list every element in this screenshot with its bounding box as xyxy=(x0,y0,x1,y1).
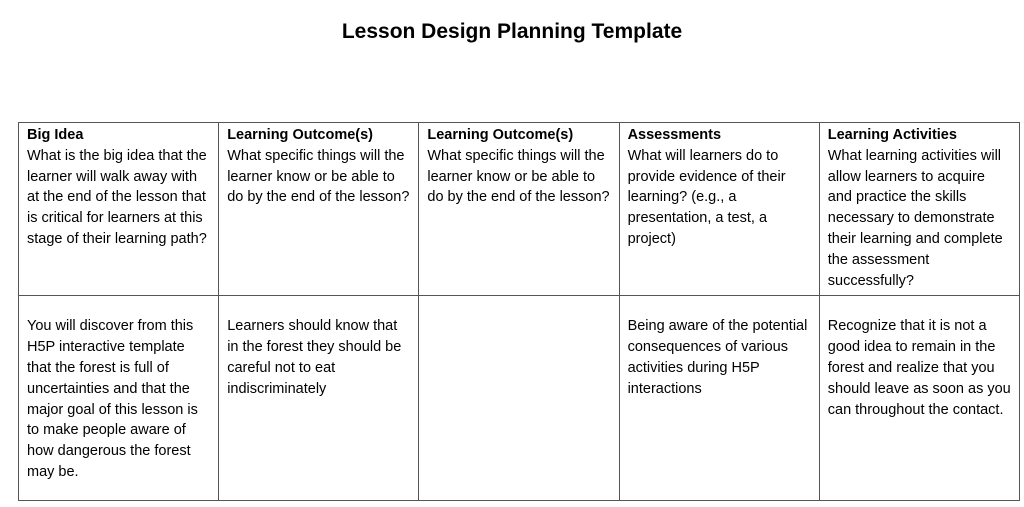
column-title: Big Idea xyxy=(27,127,84,143)
page-title: Lesson Design Planning Template xyxy=(341,20,683,43)
column-title: Assessments xyxy=(627,127,722,143)
lesson-planning-table xyxy=(18,122,1020,501)
answer-cell-learning-outcomes-1[interactable]: Learners should know that in the forest they should be careful not to eat indiscriminately xyxy=(219,296,419,501)
table-content-row xyxy=(19,296,1020,501)
header-cell-assessments[interactable] xyxy=(619,123,819,296)
header-cell-learning-outcomes-2[interactable] xyxy=(419,123,619,296)
header-cell-learning-activities[interactable] xyxy=(819,123,1019,296)
column-title: Learning Outcome(s) xyxy=(427,127,574,143)
column-question: What is the big idea that the learner will walk away with at the end of the lesson that is critical for learners at this stage of their learning path? xyxy=(27,147,207,247)
header-cell-learning-outcomes-1[interactable] xyxy=(219,123,419,296)
answer-cell-learning-activities[interactable]: Recognize that it is not a good idea to remain in the forest and realize that you should leave as soon as you can throughout the contact. xyxy=(819,296,1019,501)
column-question: What will learners do to provide evidence of their learning? (e.g., a presentation, a test, a project) xyxy=(627,147,786,247)
answer-cell-big-idea[interactable]: You will discover from this H5P interactive template that the forest is full of uncertainties and that the major goal of this lesson is to make people aware of how dangerous the forest may be. xyxy=(19,296,219,501)
column-question: What specific things will the learner know or be able to do by the end of the lesson? xyxy=(427,147,610,206)
table-header-row xyxy=(19,123,1020,296)
column-title: Learning Outcome(s) xyxy=(227,127,374,143)
header-cell-big-idea[interactable] xyxy=(19,123,219,296)
column-title: Learning Activities xyxy=(827,127,957,143)
answer-cell-assessments[interactable]: Being aware of the potential consequences of various activities during H5P interactions xyxy=(619,296,819,501)
column-question: What specific things will the learner know or be able to do by the end of the lesson? xyxy=(227,147,410,206)
column-question: What learning activities will allow learners to acquire and practice the skills necessary to demonstrate their learning and complete the assessment successfully? xyxy=(827,147,1003,289)
answer-cell-learning-outcomes-2[interactable] xyxy=(419,296,619,501)
